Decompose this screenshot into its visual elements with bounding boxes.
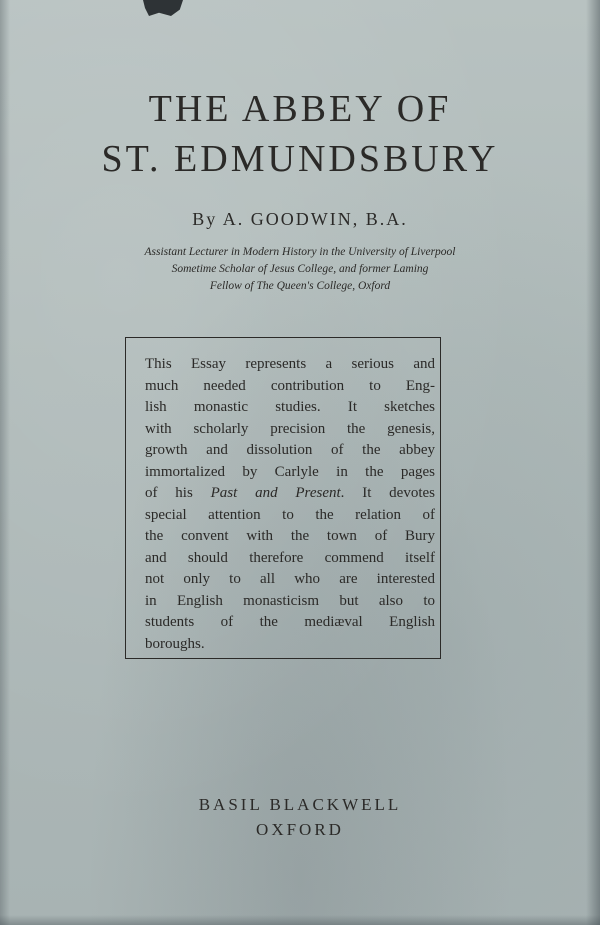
blurb-line: in English monasticism but also to: [145, 592, 435, 609]
credential-line: Sometime Scholar of Jesus College, and former Laming: [171, 263, 429, 275]
author-credentials: [0, 244, 600, 295]
blurb-line: and should therefore commend itself: [145, 549, 435, 566]
publisher-city: OXFORD: [256, 820, 344, 839]
publisher-imprint: [0, 792, 600, 842]
blurb-line: special attention to the relation of: [145, 506, 435, 523]
blurb-line: not only to all who are interested: [145, 571, 435, 587]
blurb-line: boroughs.: [145, 635, 205, 652]
credential-line: Assistant Lecturer in Modern History in the University of Liverpool: [144, 246, 456, 258]
blurb-line: students of the mediæval English: [145, 614, 435, 630]
book-reference-italic: Past and Present: [210, 485, 341, 501]
cover-edge-bottom: [0, 915, 600, 925]
blurb-text-segment: . It devotes: [340, 485, 435, 501]
blurb-line: the convent with the town of Bury: [145, 528, 435, 544]
blurb-line: with scholarly precision the genesis,: [145, 420, 435, 437]
title-line-1: THE ABBEY OF: [148, 88, 452, 130]
torn-corner: [143, 0, 183, 16]
credential-line: Fellow of The Queen's College, Oxford: [209, 280, 391, 292]
blurb-text-segment: of his: [145, 485, 211, 501]
publisher-name: BASIL BLACKWELL: [198, 795, 402, 814]
title-line-2: ST. EDMUNDSBURY: [101, 138, 499, 180]
blurb-line: This Essay represents a serious and: [145, 356, 435, 372]
blurb-text: [145, 354, 435, 655]
book-title: [0, 84, 600, 184]
blurb-line: lish monastic studies. It sketches: [145, 399, 435, 415]
blurb-line: much needed contribution to Eng-: [145, 377, 435, 394]
author-line: By A. GOODWIN, B.A.: [192, 209, 408, 229]
blurb-line: growth and dissolution of the abbey: [145, 442, 435, 458]
blurb-line: [145, 483, 435, 505]
blurb-line: immortalized by Carlyle in the pages: [145, 463, 435, 480]
